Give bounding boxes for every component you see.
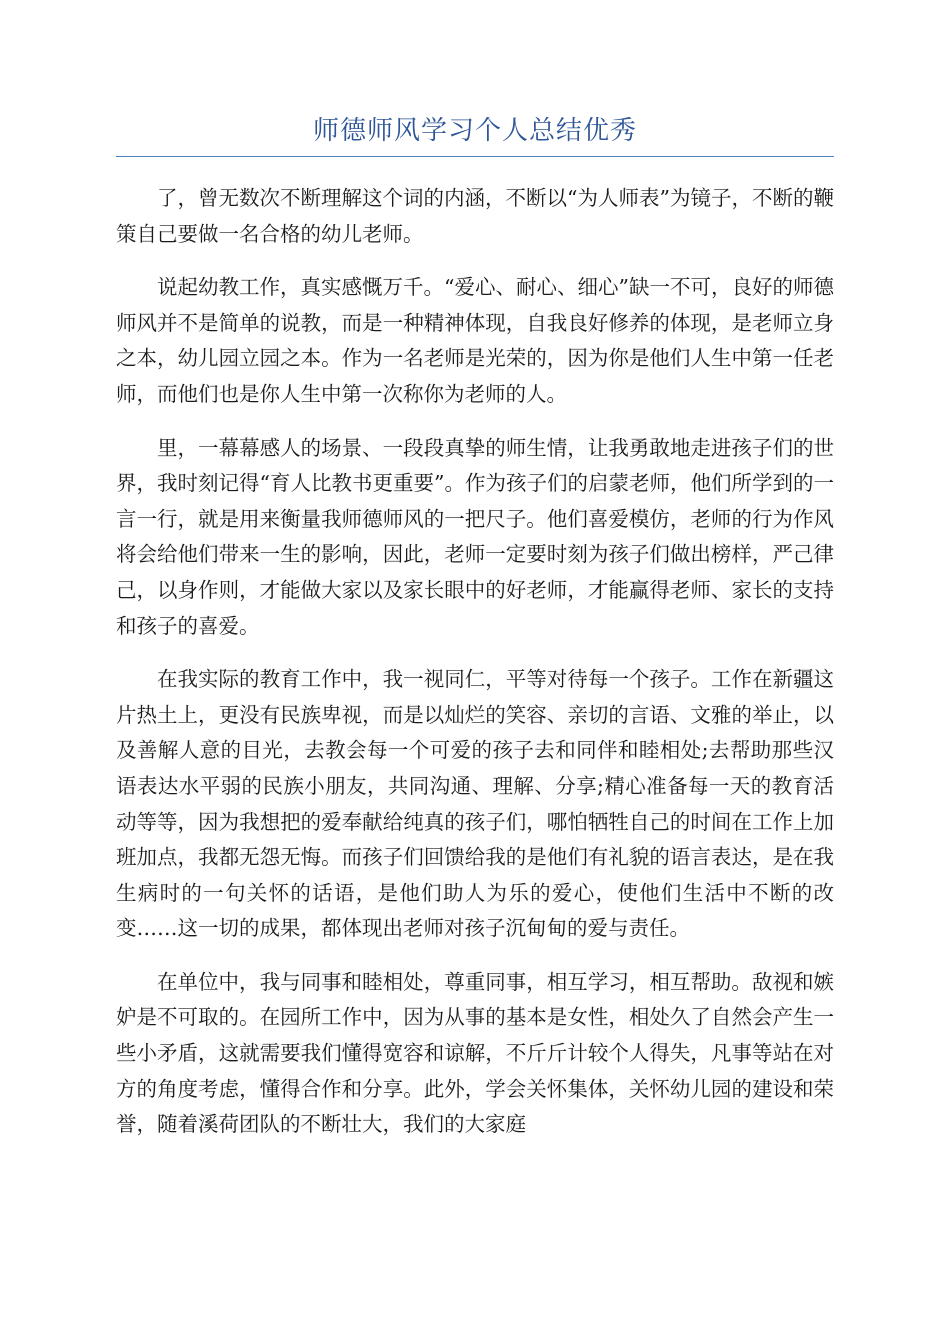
paragraph-5: 在单位中，我与同事和睦相处，尊重同事，相互学习，相互帮助。敌视和嫉妒是不可取的。在园所工作中，因为从事的基本是女性，相处久了自然会产生一些小矛盾，这就需要我们懂得宽容和谅解，不斤斤计较个人得失，凡事等站在对方的角度考虑，懂得合作和分享。此外，学会关怀集体，关怀幼儿园的建设和荣誉，随着溪荷团队的不断壮大，我们的大家庭 xyxy=(116,969,834,1137)
paragraph-1: 了，曾无数次不断理解这个词的内涵，不断以“为人师表”为镜子，不断的鞭策自己要做一名合格的幼儿老师。 xyxy=(116,186,834,246)
title-block xyxy=(116,112,834,157)
paragraph-4: 在我实际的教育工作中，我一视同仁，平等对待每一个孩子。工作在新疆这片热土上，更没有民族卑视，而是以灿烂的笑容、亲切的言语、文雅的举止，以及善解人意的目光，去教会每一个可爱的孩子去和同伴和睦相处;去帮助那些汉语表达水平弱的民族小朋友，共同沟通、理解、分享;精心准备每一天的教育活动等等，因为我想把的爱奉献给纯真的孩子们，哪怕牺牲自己的时间在工作上加班加点，我都无怨无悔。而孩子们回馈给我的是他们有礼貌的语言表达，是在我生病时的一句关怀的话语，是他们助人为乐的爱心，使他们生活中不断的改变……这一切的成果，都体现出老师对孩子沉甸甸的爱与责任。 xyxy=(116,667,834,941)
paragraph-3: 里，一幕幕感人的场景、一段段真挚的师生情，让我勇敢地走进孩子们的世界，我时刻记得“育人比教书更重要”。作为孩子们的启蒙老师，他们所学到的一言一行，就是用来衡量我师德师风的一把尺子。他们喜爱模仿，老师的行为作风将会给他们带来一生的影响，因此，老师一定要时刻为孩子们做出榜样，严己律己，以身作则，才能做大家以及家长眼中的好老师，才能赢得老师、家长的支持和孩子的喜爱。 xyxy=(116,435,834,638)
page-title: 师德师风学习个人总结优秀 xyxy=(312,116,637,146)
document-body xyxy=(116,181,834,1161)
paragraph-2: 说起幼教工作，真实感慨万千。“爱心、耐心、细心”缺一不可，良好的师德师风并不是简单的说教，而是一种精神体现，自我良好修养的体现，是老师立身之本，幼儿园立园之本。作为一名老师是光荣的，因为你是他们人生中第一任老师，而他们也是你人生中第一次称你为老师的人。 xyxy=(116,275,834,406)
